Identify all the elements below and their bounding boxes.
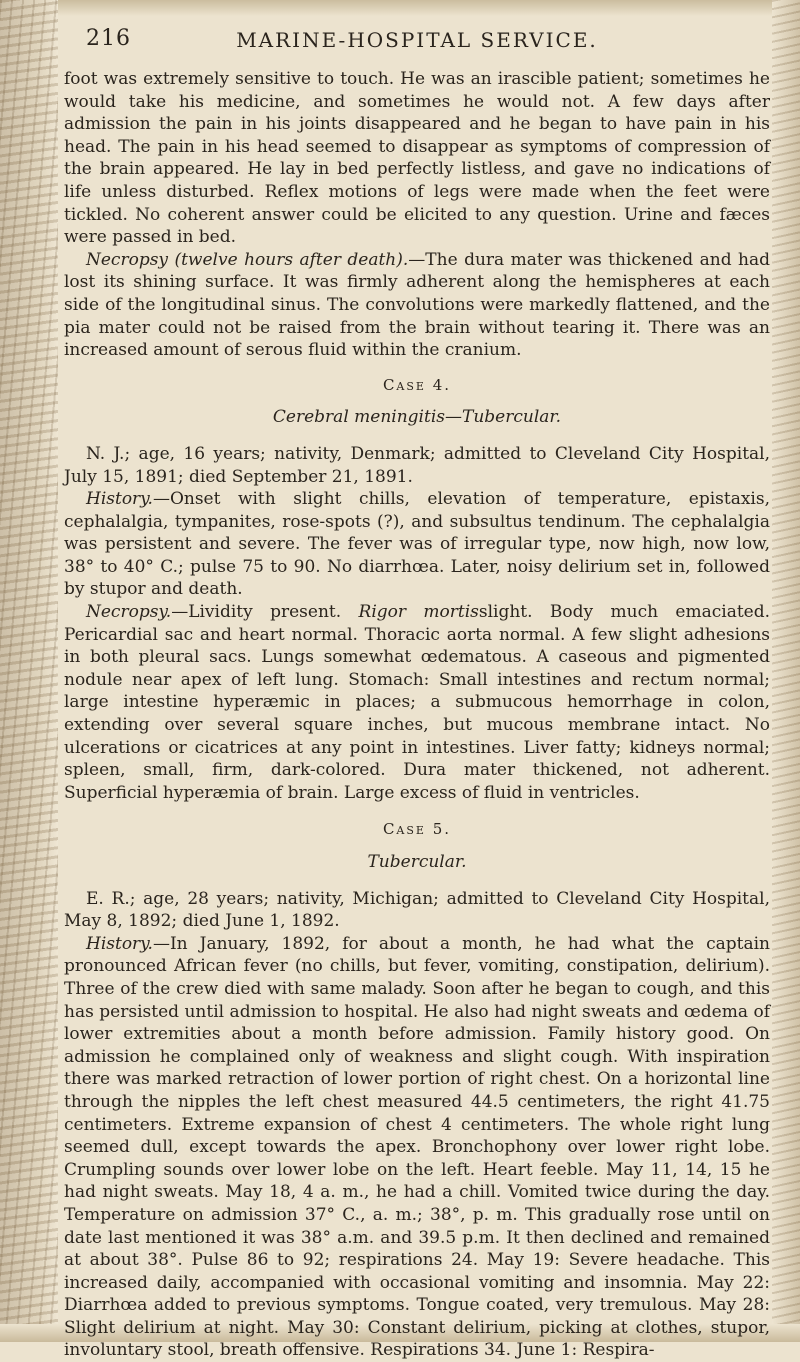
page-edge-left [0,0,58,1342]
case-5-history [64,933,770,1362]
history-label: History. [86,489,153,510]
history-label: History. [86,933,153,954]
history-text: —Onset with slight chills, elevation of temperature, epistaxis, cephalalgia, tympanites, rose-spots (?), and subsultus tendinum. The cephalalgia was persistent and severe. The fever was of irregular type, now high, now low, 38° to 40° C.; pulse 75 to 90. No diarrhœa. Later, noisy delirium set in, followed by stupor and death. [64,489,770,600]
necropsy-text: —The dura mater was thickened and had lost its shining surface. It was firmly adherent along the hemispheres at each side of the longitudinal sinus. The convolutions were markedly flattened, and the pia mater could not be raised from the brain without tearing it. There was an increased amount of serous fluid within the cranium. [64,249,770,361]
necropsy-label: Necropsy. [86,602,172,623]
necropsy-label: Necropsy (twelve hours after death). [86,249,409,270]
page-edge-right [772,0,800,1342]
case-4-heading: Case 4. [382,375,452,394]
necropsy-text-2: slight. Body much emaciated. Pericardial sac and heart normal. Thoracic aorta normal. A few slight adhesions in both pleural sacs. Lungs somewhat œdematous. A caseous and pigmented nodule near apex of left lung. Stomach: Small intestines and rectum normal; large intestine hyperæmic in places; a submucous hemorrhage in colon, extending over several square inches, but mucous membrane intact. No ulcerations or cicatrices at any point in intestines. Liver fatty; kidneys normal; spleen, small, firm, dark-colored. Dura mater thickened, not adherent. Superficial hyperæmia of brain. Large excess of fluid in ventricles. [64,602,771,803]
paragraph-necropsy-case3 [64,249,770,362]
case-4-history [64,488,770,601]
page-number: 216 [86,26,131,51]
case-4-intro: N. J.; age, 16 years; nativity, Denmark; admitted to Cleveland City Hospital, July 15, 1891; died September 21, 1891. [64,443,770,487]
body-text [64,68,770,1362]
rigor-mortis-term: Rigor mortis [358,602,479,623]
case-4-subheading: Cerebral meningitis—Tubercular. [272,407,562,428]
necropsy-text-1: —Lividity present. [171,602,359,623]
case-4-necropsy [64,601,770,804]
paragraph-continuation: foot was extremely sensitive to touch. He was an irascible patient; sometimes he would take his medicine, and sometimes he would not. A few days after admission the pain in his joints disappeared and he began to have pain in his head. The pain in his head seemed to disappear as symptoms of compression of the brain appeared. He lay in bed perfectly listless, and gave no indications of life unless disturbed. Reflex motions of legs were made when the feet were tickled. No coherent answer could be elicited to any question. Urine and fæces were passed in bed. [64,69,770,248]
book-page [64,14,770,1362]
case-5-heading: Case 5. [382,820,452,839]
running-head [64,14,770,68]
history-text: —In January, 1892, for about a month, he had what the captain pronounced African fever (no chills, but fever, vomiting, constipation, delirium). Three of the crew died with same malady. Soon after he began to cough, and this has persisted until admission to hospital. He also had night sweats and œdema of lower extremities about a month before admission. Family history good. On admission he complained only of weakness and slight cough. With inspiration there was marked retraction of lower portion of right chest. On a horizontal line through the nipples the left chest measured 44.5 centimeters, the right 41.75 centimeters. Extreme expansion of chest 4 centimeters. The whole right lung seemed dull, except towards the apex. Bronchophony over lower right lobe. Crumpling sounds over lower lobe on the left. Heart feeble. May 11, 14, 15 he had night sweats. May 18, 4 a. m., he had a chill. Vomited twice during the day. Temperature on admission 37° C., a. m.; 38°, p. m. This gradually rose until on date last mentioned it was 38° a.m. and 39.5 p.m. It then declined and remained at about 38°. Pulse 86 to 92; respirations 24. May 19: Severe headache. This increased daily, accompanied with occasional vomiting and insomnia. May 22: Diarrhœa added to previous symptoms. Tongue coated, very tremulous. May 28: Slight delirium at night. May 30: Constant delirium, picking at clothes, stupor, involuntary stool, breath offensive. Respirations 34. June 1: Respira- [64,933,770,1361]
running-title: MARINE-HOSPITAL SERVICE. [236,28,598,52]
case-5-intro: E. R.; age, 28 years; nativity, Michigan; admitted to Cleveland City Hospital, May 8, 1892; died June 1, 1892. [64,888,770,932]
case-5-subheading: Tubercular. [367,852,467,872]
